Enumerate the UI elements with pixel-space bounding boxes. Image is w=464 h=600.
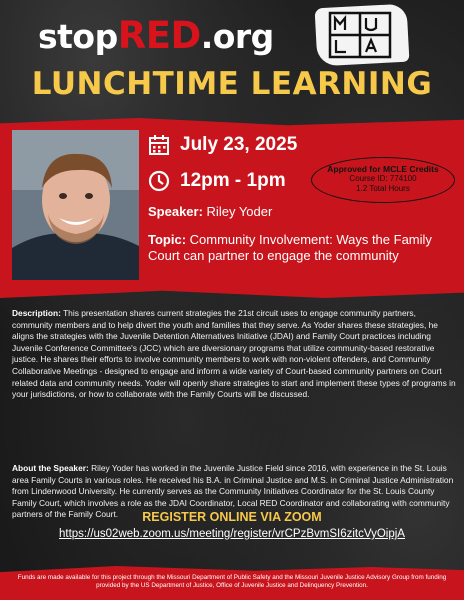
about-text: Riley Yoder has worked in the Juvenile Justice Field since 2016, with experience in the St. Louis area Family Courts in various roles. He received his B.A. in Criminal Justice and M.S. in Criminal Justice Administration from Lindenwood University. He currently serves as the Community Initiatives Coordinator for the St. Louis County Family Court, which involves a role as the JDAI Coordinator, Local RED Coordinator and collaborating with community partners of the Family Court. bbox=[12, 463, 454, 520]
event-time-text: 12pm - 1pm bbox=[180, 170, 286, 191]
event-date-text: July 23, 2025 bbox=[180, 134, 298, 155]
speaker-line bbox=[148, 204, 272, 219]
brand-part-3: .org bbox=[200, 17, 274, 56]
zoom-registration-link[interactable]: https://us02web.zoom.us/meeting/register/vrCPzBvmSI6zitcVyOipjA bbox=[59, 528, 405, 540]
funding-notice: Funds are made available for this project through the Missouri Department of Public Safety and the Missouri Juvenile Justice Advisory Group from funding provided by the US Department of Justice, Office of Juvenile Justice and Delinquency Prevention. bbox=[17, 574, 447, 589]
event-date bbox=[148, 134, 297, 156]
calendar-icon bbox=[148, 134, 170, 156]
description-label: Description: bbox=[12, 308, 61, 318]
description-paragraph bbox=[12, 308, 456, 401]
mula-logo-icon bbox=[320, 10, 400, 60]
mcle-hours: 1.2 Total Hours bbox=[356, 184, 410, 193]
speaker-photo bbox=[12, 130, 139, 280]
description-text: This presentation shares current strategies the 21st circuit uses to engage community partners, community members and to help divert the youth and families that they serve. As Yoder shares these strategies, he aligns the strategies with the Juvenile Detention Alternatives Initiative (JDAI) and Family Court practices including Juvenile Conference Committee's (JCC) which are diversionary programs that utilize community-based restorative justice. He shares their efforts to involve community members to work with non-violent offenders, and Community Collaborative Meetings - designed to engage and inform a wide variety of Court-based community partners on Court related data and community needs. Yoder will openly share strategies to start and implement these types of programs in your jurisdictions, or how to collaborate with the Family Courts will be discussed. bbox=[12, 308, 456, 400]
speaker-portrait-image bbox=[12, 130, 139, 280]
mcle-title: Approved for MCLE Credits bbox=[327, 164, 439, 174]
event-time bbox=[148, 170, 286, 192]
brand-part-1: stop bbox=[38, 17, 118, 56]
about-label: About the Speaker: bbox=[12, 463, 89, 473]
page-title: LUNCHTIME LEARNING bbox=[31, 66, 433, 102]
speaker-label: Speaker: bbox=[148, 204, 203, 219]
clock-icon bbox=[148, 170, 170, 192]
topic-text: Community Involvement: Ways the Family Court can partner to engage the community bbox=[148, 232, 432, 263]
topic-label: Topic: bbox=[148, 232, 187, 247]
mcle-course-id: Course ID: 774100 bbox=[349, 174, 417, 183]
topic-line bbox=[148, 232, 456, 264]
register-heading: REGISTER ONLINE VIA ZOOM bbox=[142, 510, 322, 524]
brand-part-2: RED bbox=[117, 14, 201, 57]
speaker-name: Riley Yoder bbox=[206, 204, 273, 219]
brand-wordmark bbox=[38, 14, 274, 57]
header bbox=[0, 0, 464, 125]
mcle-badge bbox=[311, 157, 455, 203]
